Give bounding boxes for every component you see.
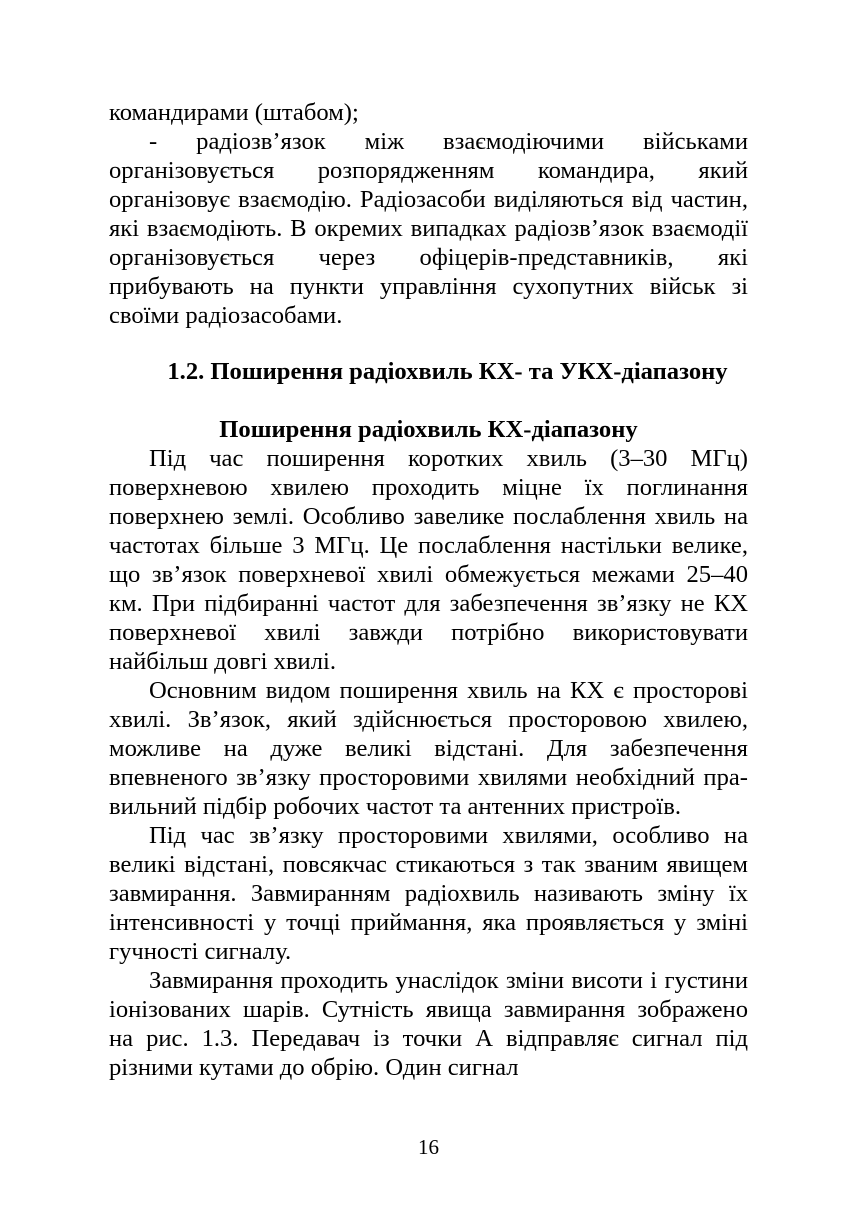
paragraph: Під час зв’язку просторовими хвилями, особливо на великі відстані, повсякчас стикаються з так званим явищем завмирання. Завмиранням радіохвиль називають зміну їх інтенсивності у точці приймання, яка проявляється у зміні гучності сигналу. xyxy=(109,822,748,965)
main-text-block xyxy=(109,444,748,1082)
paragraph: Основним видом поширення хвиль на КХ є просторові хвилі. Зв’язок, який здійснюється просторовою хвилею, можливе на дуже великі відстані. Для забезпечення впевненого зв’язку просторовими хвилями необхідний пра-вильний підбір робочих частот та антенних пристроїв. xyxy=(109,677,748,820)
sub-heading: Поширення радіохвиль КХ-діапазону xyxy=(219,416,638,443)
section-heading: 1.2. Поширення радіохвиль КХ- та УКХ-діапазону xyxy=(167,358,728,385)
top-text-block xyxy=(109,98,748,330)
paragraph: Під час поширення коротких хвиль (3–30 МГц) поверхневою хвилею проходить міцне їх поглинання поверхнею землі. Особливо завелике послаблення хвиль на частотах більше 3 МГц. Це послаблення настільки велике, що зв’язок поверхневої хвилі обмежується межами 25–40 км. При підбиранні частот для забезпечення зв’язку не КХ поверхневої хвилі завжди потрібно використовувати найбільш довгі хвилі. xyxy=(109,445,748,675)
page-number: 16 xyxy=(418,1135,439,1159)
paragraph-continuation: командирами (штабом); xyxy=(109,99,359,126)
paragraph-radio-coordination: - радіозв’язок між взаємодіючими військами організовується розпорядженням командира, який організовує взаємодію. Радіозасоби виділяються від частин, які взаємодіють. В окремих випадках радіозв’язок взаємодії організовується через офіцерів-представників, які прибувають на пункти управління сухопутних військ зі своїми радіозасобами. xyxy=(109,128,748,329)
paragraph: Завмирання проходить унаслідок зміни висоти і густини іонізованих шарів. Сутність явища завмирання зображено на рис. 1.3. Передавач із точки А відправляє сигнал під різними кутами до обрію. Один сигнал xyxy=(109,967,748,1081)
